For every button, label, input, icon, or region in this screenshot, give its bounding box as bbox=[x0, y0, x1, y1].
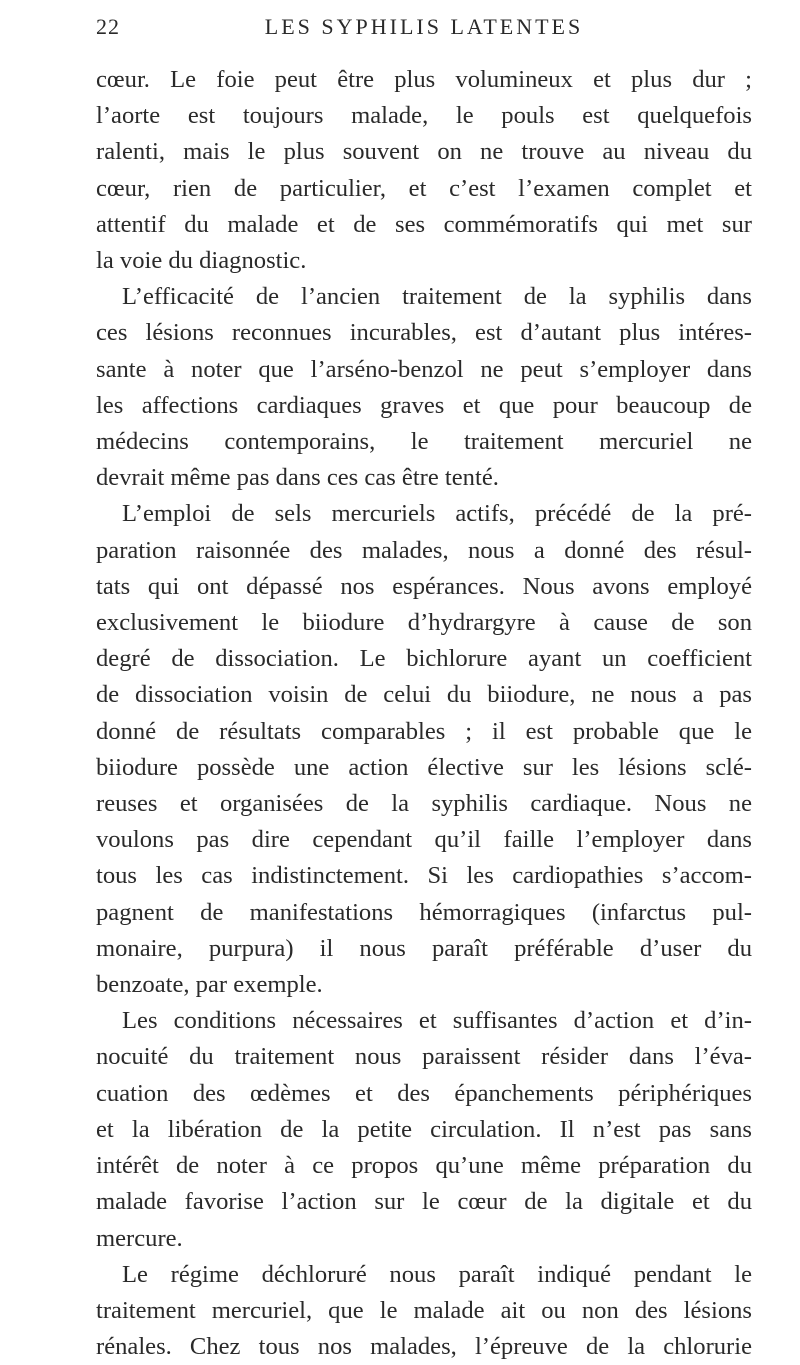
text-line: nocuité du traitement nous paraissent résider dans l’éva- bbox=[96, 1043, 752, 1071]
text-line: tous les cas indistinctement. Si les cardiopathies s’accom- bbox=[96, 862, 752, 890]
text-line: Le régime déchloruré nous paraît indiqué pendant le bbox=[122, 1260, 752, 1288]
text-line: monaire, purpura) il nous paraît préférable d’user du bbox=[96, 934, 752, 962]
text-line: mercure. bbox=[96, 1224, 183, 1252]
body-text bbox=[96, 62, 752, 1365]
text-line: malade favorise l’action sur le cœur de la digitale et du bbox=[96, 1188, 752, 1216]
text-line: donné de résultats comparables ; il est probable que le bbox=[96, 717, 752, 745]
text-line: pagnent de manifestations hémorragiques (infarctus pul- bbox=[96, 898, 752, 926]
text-line: L’emploi de sels mercuriels actifs, précédé de la pré- bbox=[122, 500, 752, 528]
text-line: Les conditions nécessaires et suffisantes d’action et d’in- bbox=[122, 1007, 752, 1035]
text-line: tats qui ont dépassé nos espérances. Nous avons employé bbox=[96, 572, 752, 600]
text-line: intérêt de noter à ce propos qu’une même préparation du bbox=[96, 1152, 752, 1180]
text-line: ces lésions reconnues incurables, est d’autant plus intéres- bbox=[96, 319, 752, 347]
text-line: attentif du malade et de ses commémoratifs qui met sur bbox=[96, 210, 752, 238]
text-line: exclusivement le biiodure d’hydrargyre à cause de son bbox=[96, 609, 752, 637]
text-line: médecins contemporains, le traitement mercuriel ne bbox=[96, 428, 752, 456]
text-line: traitement mercuriel, que le malade ait ou non des lésions bbox=[96, 1296, 752, 1324]
text-line: paration raisonnée des malades, nous a donné des résul- bbox=[96, 536, 752, 564]
text-line: rénales. Chez tous nos malades, l’épreuve de la chlorurie bbox=[96, 1333, 752, 1361]
text-line: benzoate, par exemple. bbox=[96, 971, 323, 999]
page-number: 22 bbox=[96, 14, 120, 39]
text-line: l’aorte est toujours malade, le pouls est quelquefois bbox=[96, 102, 752, 130]
text-line: degré de dissociation. Le bichlorure ayant un coefficient bbox=[96, 645, 752, 673]
text-line: sante à noter que l’arséno-benzol ne peut s’employer dans bbox=[96, 355, 752, 383]
text-line: ralenti, mais le plus souvent on ne trouve au niveau du bbox=[96, 138, 752, 166]
text-line: L’efficacité de l’ancien traitement de la syphilis dans bbox=[122, 283, 752, 311]
text-line: la voie du diagnostic. bbox=[96, 247, 307, 275]
text-line: cœur. Le foie peut être plus volumineux et plus dur ; bbox=[96, 66, 752, 93]
running-head bbox=[96, 14, 752, 54]
text-line: cœur, rien de particulier, et c’est l’examen complet et bbox=[96, 174, 752, 202]
text-line: et la libération de la petite circulation. Il n’est pas sans bbox=[96, 1115, 752, 1143]
text-line: reuses et organisées de la syphilis cardiaque. Nous ne bbox=[96, 790, 752, 818]
text-line: voulons pas dire cependant qu’il faille l’employer dans bbox=[96, 826, 752, 854]
text-line: les affections cardiaques graves et que pour beaucoup de bbox=[96, 391, 752, 419]
text-line: devrait même pas dans ces cas être tenté. bbox=[96, 464, 499, 492]
text-line: cuation des œdèmes et des épanchements périphériques bbox=[96, 1079, 752, 1107]
text-line: biiodure possède une action élective sur les lésions sclé- bbox=[96, 753, 752, 781]
running-title: LES SYPHILIS LATENTES bbox=[264, 14, 584, 39]
text-line: de dissociation voisin de celui du biiodure, ne nous a pas bbox=[96, 681, 752, 709]
